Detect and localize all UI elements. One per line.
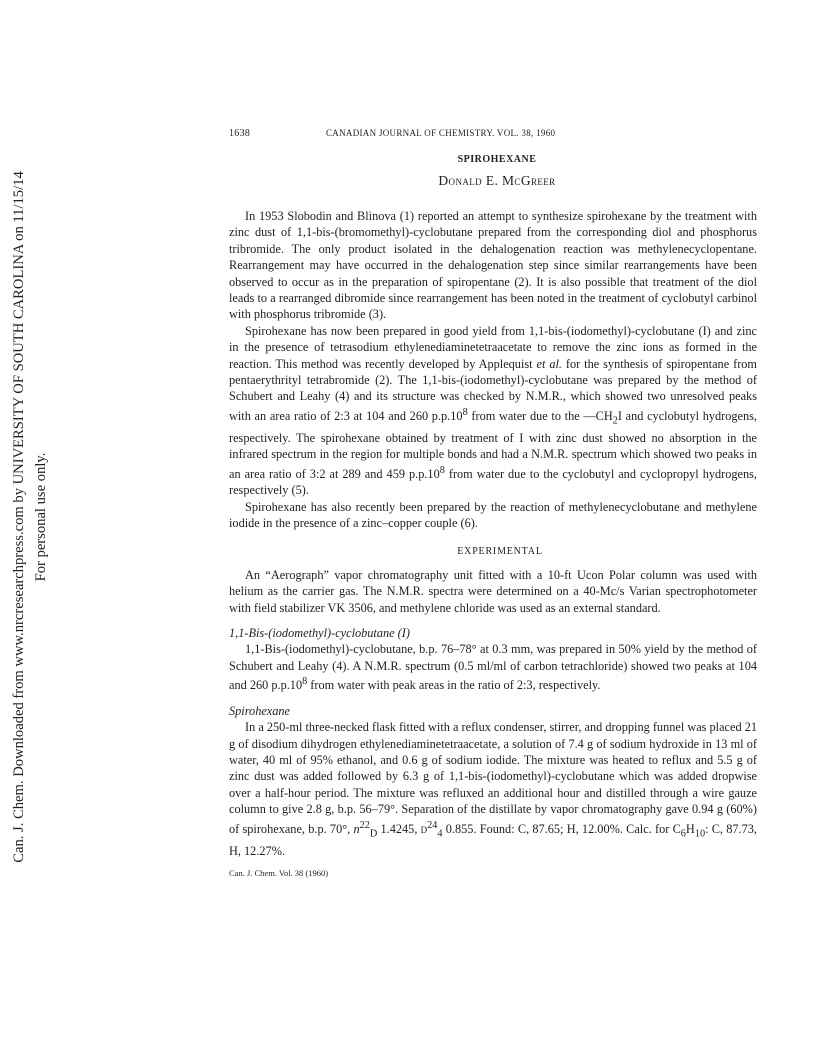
article-page (229, 128, 757, 881)
experimental-heading: EXPERIMENTAL (457, 546, 543, 558)
spirohexane-paragraph: In a 250-ml three-necked flask fitted with a reflux condenser, stirrer, and dropping funnel was placed 21 g of disodium dihydrogen ethylenediaminetetraacetate, a solution of 7.4 g of sodium hydroxide in 13 ml of water, 40 ml of 95% ethanol, and 0.6 g of sodium iodide. The mixture was heated to reflux and 5.5 g of zinc dust was added followed by 6.3 g of 1,1-bis-(iodomethyl)-cyclobutane which was added dropwise over a half-hour period. The mixture was refluxed an additional hour and distilled through a wire gauze column to give 2.8 g, b.p. 56–79°. Separation of the distillate by vapor chromatography gave 0.94 g (60%) of spirohexane, b.p. 70°, $n^{22}_D$ 1.4245, $d^{24}_4$ 0.855. Found: C, 87.65; H, 12.00%. Calc. for $C_6H_{10}$: C, 87.73, H, 12.27%. (229, 720, 757, 858)
experimental-paragraph: An “Aerograph” vapor chromatography unit fitted with a 10-ft Ucon Polar column was used with helium as the carrier gas. The N.M.R. spectra were determined on a 40-Mc/s Varian spectrophotometer with field stabilizer VK 3506, and methylene chloride was used as an external standard. (229, 567, 757, 615)
article-title: SPIROHEXANE (457, 154, 537, 165)
running-head (229, 128, 757, 142)
journal-header: CANADIAN JOURNAL OF CHEMISTRY. VOL. 38, 1960 (326, 128, 556, 138)
intro-paragraph-1: In 1953 Slobodin and Blinova (1) reported an attempt to synthesize spirohexane by the treatment with zinc dust of 1,1-bis-(bromomethyl)-cyclobutane prepared from the corresponding diol and phosphorus tribromide. The only product isolated in the dehalogenation reaction was methylenecyclopentane. Rearrangement may have occurred in the dehalogenation step since similar rearrangements have been observed to occur as in the preparation of spiropentane (2). It is also possible that treatment of the diol leads to a rearranged dibromide since rearrangement has been noted in the treatment of cyclobutyl carbinol with phosphorus tribromide (3). (229, 209, 757, 322)
page-number: 1638 (229, 128, 251, 139)
personal-use-notice: For personal use only. (33, 452, 49, 582)
article-body (229, 208, 757, 881)
subsection-heading-spirohexane: Spirohexane (229, 703, 291, 718)
author-name: Donald E. McGreer (438, 173, 556, 188)
iodomethyl-paragraph: 1,1-Bis-(iodomethyl)-cyclobutane, b.p. 76–78° at 0.3 mm, was prepared in 50% yield by the method of Schubert and Leahy (4). A N.M.R. spectrum (0.5 ml/ml of carbon tetrachloride) showed two peaks at 104 and 260 $p.p.10^8$ from water with peak areas in the ratio of 2:3, respectively. (229, 642, 757, 693)
download-watermark (8, 150, 52, 885)
intro-paragraph-3: Spirohexane has also recently been prepared by the reaction of methylenecyclobutane and methylene iodide in the presence of a zinc–copper couple (6). (229, 499, 757, 530)
intro-paragraph-2: Spirohexane has now been prepared in good yield from 1,1-bis-(iodomethyl)-cyclobutane (I) and zinc in the presence of tetrasodium ethylenediaminetetraacetate to remove the zinc ions as formed in the reaction. This method was recently developed by Applequist et al. for the synthesis of spiropentane from pentaerythrityl tetrabromide (2). The 1,1-bis-(iodomethyl)-cyclobutane was prepared by the method of Schubert and Leahy (4) and its structure was checked by N.M.R., which showed two unresolved peaks with an area ratio of 2:3 at 104 and 260 $p.p.10^8$ from water due to the $—CH_2I$ and cyclobutyl hydrogens, respectively. The spirohexane obtained by treatment of I with zinc dust showed no absorption in the infrared spectrum in the region for multiple bonds and had a N.M.R. spectrum which showed two peaks in an area ratio of 3:2 at 289 and 459 $p.p.10^8$ from water due to the cyclobutyl and cyclopropyl hydrogens, respectively (5). (229, 323, 757, 498)
download-notice: Can. J. Chem. Downloaded from www.nrcresearchpress.com by UNIVERSITY OF SOUTH CAROLINA on 11/15/14 (11, 171, 27, 863)
subsection-heading-iodomethyl: 1,1-Bis-(iodomethyl)-cyclobutane (I) (229, 625, 410, 640)
journal-citation-footer: Can. J. Chem. Vol. 38 (1960) (229, 867, 329, 878)
